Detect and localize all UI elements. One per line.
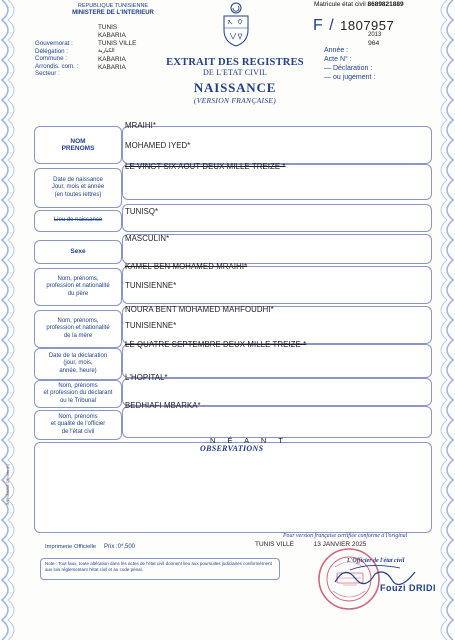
form-serial-number: 1807957 [340, 18, 395, 33]
row-label-sexe [34, 240, 122, 264]
delegation-value: KABARIA [98, 31, 126, 39]
row-label-text: Date de naissance Jour, mois et année (en toutes lettres) [51, 177, 105, 198]
issue-place: TUNIS VILLE [255, 541, 295, 548]
right-decorative-border [435, 0, 455, 640]
row-label-text: Date de la déclaration (jour, mois, année, heure) [48, 353, 108, 374]
price: Prix :0*,500 [104, 544, 136, 550]
document-title [150, 57, 320, 105]
title-naissance: NAISSANCE [193, 80, 277, 95]
imprimerie-officielle: Imprimerie Officielle [45, 544, 97, 550]
arrondis-label: Arrondis. com. : [35, 62, 79, 70]
row-label-text: Sexe [70, 248, 86, 256]
matricule-label: Matricule état civil [314, 1, 366, 8]
matricule-value: 8689821889 [367, 1, 404, 8]
row-value-box-lieu [122, 204, 432, 232]
row-label-text: Lieu de naissance [53, 217, 103, 224]
delegation-label: Délégation : [35, 47, 69, 55]
commune-label: Commune : [35, 55, 67, 63]
row-label-officier [34, 410, 122, 440]
mere-nationalite-value: TUNISIENNE* [125, 321, 177, 330]
prenoms-value: MOHAMED IYED* [125, 141, 191, 150]
sexe-value: MASCULIN* [125, 234, 170, 243]
certified-copy-note: Pour version française certifiée conforme à l'original [283, 533, 408, 539]
signatory-name: Fouzi DRIDI [380, 583, 436, 593]
row-label-pere [34, 268, 122, 306]
pere-nom-value: KAMEL BEN MOHAMED MRAIHI* [125, 262, 248, 271]
legal-note: Note : Tout faux, toute altération dans les actes de l'état civil donnent lieu aux poursuites judiciaires conformément aux lois réglementant l'état civil et au code pénal. [40, 558, 280, 580]
annee-label: Année : [324, 47, 349, 54]
annee-handwritten: 2013 [368, 32, 382, 38]
left-decorative-border [0, 0, 20, 640]
row-label-mere [34, 310, 122, 348]
row-label-nom-prenoms [34, 126, 122, 164]
secteur-label: Secteur : [35, 70, 60, 78]
title-line-1: EXTRAIT DES REGISTRES [166, 57, 304, 68]
row-value-box-officier [122, 406, 432, 438]
declaration-label: — Déclaration : [324, 65, 373, 72]
row-label-text: NOM PRENOMS [61, 137, 95, 152]
officier-value: BEDHIAFI MBARKA* [125, 401, 201, 410]
ministry-header [58, 3, 168, 16]
row-label-text: Nom, prénoms, profession et nationalité du père [46, 276, 110, 297]
acte-number-value: 964 [368, 40, 380, 47]
observations-neant: N É A N T [210, 436, 288, 445]
observations-box [34, 442, 432, 533]
commune-value: TUNIS VILLE [98, 39, 137, 47]
issue-date: 13 JANVIER 2025 [313, 541, 367, 548]
ministry-name: MINISTERE DE L'INTERIEUR [72, 9, 154, 16]
side-printer-mark: IMPRIMERIE Officielle (R) [6, 464, 10, 505]
row-label-text: Nom, prénoms et profession du déclarant ou le Tribunal [43, 383, 113, 404]
title-line-2: DE L'ETAT CIVIL [202, 68, 268, 77]
observations-title: OBSERVATIONS [200, 444, 264, 453]
pere-nationalite-value: TUNISIENNE* [125, 281, 177, 290]
row-value-box-date-declaration [122, 344, 432, 378]
acte-number-label: Acte N° : [324, 56, 352, 63]
gouvernorat-value: TUNIS [98, 24, 118, 31]
jugement-label: — ou jugement : [324, 74, 376, 81]
gouvernorat-label: Gouvernorat : [35, 40, 73, 47]
lieu-naissance-value: TUNISQ* [125, 207, 159, 216]
row-label-lieu-naissance [34, 210, 122, 232]
row-label-date-naissance [34, 168, 122, 208]
mere-nom-value: NOURA BENT MOHAMED MAHFOUDHI* [125, 305, 274, 314]
admin-values [98, 24, 136, 71]
title-version: (VERSION FRANÇAISE) [193, 96, 277, 105]
form-number [313, 17, 394, 35]
tunisia-coat-of-arms-icon [218, 0, 254, 48]
secteur-value: KABARIA [98, 63, 126, 71]
row-label-declarant [34, 380, 122, 408]
declarant-value: L'HOPITAL* [125, 373, 168, 382]
date-declaration-value: LE QUATRE SEPTEMBRE DEUX MILLE TREIZE * [125, 340, 307, 349]
form-prefix: F / [313, 17, 335, 34]
date-naissance-value: LE VINGT SIX AOUT DEUX MILLE TREIZE * [125, 162, 286, 171]
nom-value: MRAIHI* [125, 121, 157, 130]
country-name: REPUBLIQUE TUNISIENNE [77, 3, 149, 9]
acte-labels [324, 46, 375, 82]
row-label-text: Nom, prénoms et qualité de l'officier de l'état civil [50, 414, 106, 435]
officer-title: L'Officier de l'état civil [347, 558, 405, 564]
admin-labels [35, 40, 78, 78]
arrondis-arabic-value: الكبارية [98, 47, 115, 54]
row-label-date-declaration [34, 348, 122, 380]
arrondis-value: KABARIA [98, 55, 126, 63]
matricule-etat-civil [314, 1, 404, 8]
row-label-text: Nom, prénoms, profession et nationalité de la mère [46, 318, 110, 339]
